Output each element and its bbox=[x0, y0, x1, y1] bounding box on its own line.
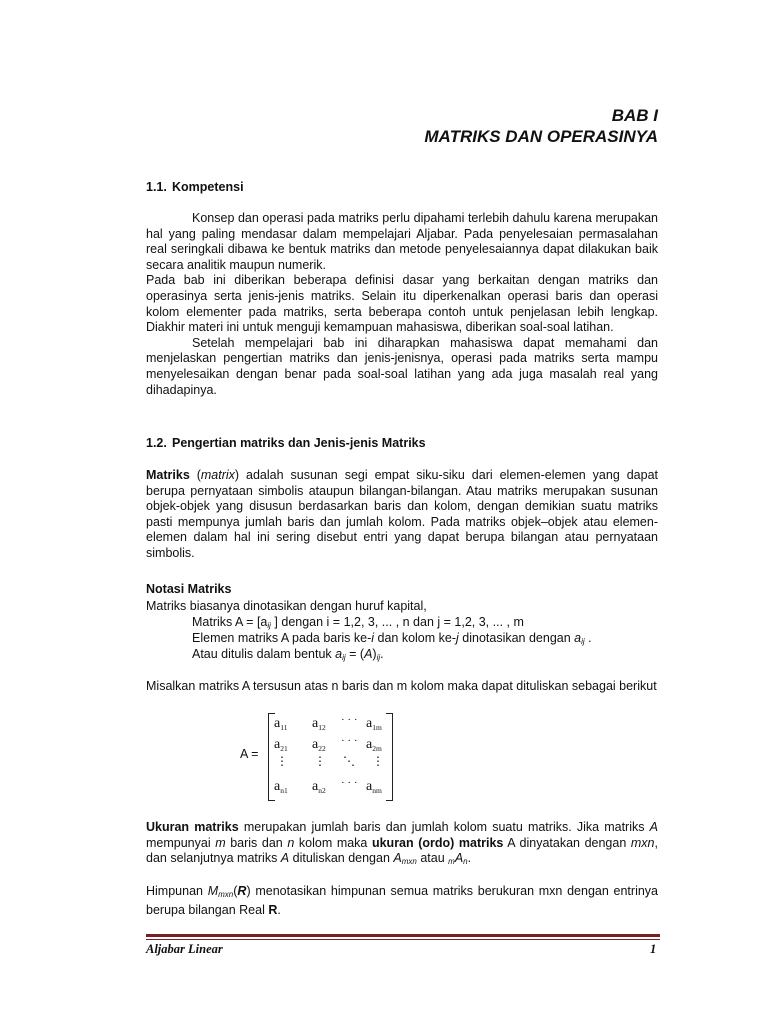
kompetensi-paragraphs bbox=[146, 211, 658, 398]
right-bracket bbox=[386, 713, 393, 801]
definition-paragraph bbox=[146, 468, 658, 562]
text: a bbox=[335, 647, 343, 661]
matrix-cell: · · · bbox=[341, 735, 358, 747]
footer-title: Aljabar Linear bbox=[146, 942, 223, 956]
matrix-cell: · · · bbox=[341, 777, 358, 789]
matrix-cell: $a_{nm}$ bbox=[366, 779, 382, 795]
matrix-vdots: ⋮ bbox=[314, 754, 326, 768]
notasi-heading: Notasi Matriks bbox=[146, 582, 232, 596]
definition-term: Matriks bbox=[146, 468, 190, 482]
matrix-label: A = bbox=[240, 747, 259, 761]
notasi-line: Matriks biasanya dinotasikan dengan huruf kapital, bbox=[146, 599, 427, 613]
paragraph: Konsep dan operasi pada matriks perlu dipahami terlebih dahulu karena merupakan hal yang paling mendasar dalam mempelajari Aljabar. Pada penyelesaian permasalahan real seringkali dibawa ke bentuk matriks dan metode penyelesaiannya dapat dilakukan baik secara analitik maupun numerik. bbox=[146, 211, 658, 272]
matrix-cell: $a_{2m}$ bbox=[366, 737, 382, 753]
text: Atau ditulis dalam bentuk bbox=[192, 647, 336, 661]
text: = ( bbox=[345, 647, 365, 661]
term: ukuran (ordo) matriks bbox=[371, 835, 504, 850]
subscript: ij bbox=[376, 653, 381, 662]
subscript: ij bbox=[581, 637, 585, 646]
footer-rule bbox=[146, 939, 660, 940]
subscript: ij bbox=[267, 621, 271, 630]
text: ) bbox=[372, 647, 377, 661]
paragraph: Pada bab ini diberikan beberapa definisi dasar yang berkaitan dengan matriks dan operasinya serta jenis-jenis matriks. Selain itu diperkenalkan operasi baris dan operasi kolom elementer pada matriks, serta beberapa contoh untuk penjelasan lebih lengkap. Diakhir materi ini untuk menguji kemampuan mahasiswa, diberikan soal-soal latihan. bbox=[146, 273, 658, 335]
matrix-vdots: ⋮ bbox=[276, 754, 288, 768]
text: . bbox=[380, 647, 384, 661]
footer-rule bbox=[146, 934, 660, 937]
text: ( bbox=[189, 468, 201, 482]
himpunan-paragraph: Himpunan $M_{mxn}(R)$ menotasikan himpunan semua matriks berukuran mxn dengan entrinya berupa bilangan Real R. bbox=[146, 884, 658, 917]
matrix-cell: $a_{n1}$ bbox=[274, 779, 288, 795]
text: dan kolom ke- bbox=[374, 631, 457, 645]
paragraph: Setelah mempelajari bab ini diharapkan mahasiswa dapat memahami dan menjelaskan pengertian matriks dan jenis-jenisnya, operasi pada matriks serta mampu menyelesaikan dengan benar pada soal-soal latihan yang ada juga masalah real yang dihadapinya. bbox=[146, 335, 658, 397]
section-number: 1.1. bbox=[146, 180, 167, 194]
section-title: Kompetensi bbox=[172, 180, 244, 194]
section-heading-1-2 bbox=[146, 436, 426, 450]
section-number: 1.2. bbox=[146, 436, 167, 450]
matrix-cell: $a_{21}$ bbox=[274, 737, 288, 753]
text: adalah susunan segi empat siku-siku dari elemen-elemen yang dapat berupa pernyataan simbolis ataupun bilangan-bilangan. Atau matriks merupakan susunan objek-objek yang disusun berdasarkan baris dan kolom, dengan demikian suatu matriks pasti mempunya jumlah baris dan jumlah kolom. Pada matriks objek–objek atau elemen-elemen dalam hal ini sering disebut entri yang dapat berupa bilangan atau pernyataan simbolis. bbox=[146, 468, 659, 560]
text: matrix bbox=[200, 468, 235, 482]
text: A bbox=[364, 647, 373, 661]
section-title: Pengertian matriks dan Jenis-jenis Matriks bbox=[172, 436, 426, 450]
text: i bbox=[371, 631, 375, 645]
chapter-number: BAB I bbox=[611, 106, 658, 125]
matrix-cell: $a_{22}$ bbox=[312, 737, 326, 753]
text: j bbox=[456, 631, 459, 645]
matrix-vdots: ⋮ bbox=[372, 754, 384, 768]
matrix-cell: $a_{11}$ bbox=[274, 716, 288, 732]
text: ] dengan i = 1,2, 3, ... , n dan j = 1,2, 3, ... , m bbox=[270, 615, 524, 629]
matrix-cell: · · · bbox=[341, 714, 358, 726]
page-number: 1 bbox=[650, 942, 657, 956]
matrix-A bbox=[240, 709, 400, 801]
misalkan-paragraph bbox=[146, 679, 658, 695]
subscript: ij bbox=[342, 653, 346, 662]
matrix-cell: $a_{1m}$ bbox=[366, 716, 382, 732]
matrix-ddots: ⋱ bbox=[343, 754, 355, 768]
text: ) bbox=[234, 468, 240, 482]
text: Matriks A = [a bbox=[192, 615, 268, 629]
chapter-title: MATRIKS DAN OPERASINYA bbox=[424, 127, 658, 146]
section-heading-1-1 bbox=[146, 180, 244, 194]
ukuran-paragraph: Ukuran matriks merupakan jumlah baris dan jumlah kolom suatu matriks. Jika matriks A mempunyai m baris dan n kolom maka ukuran (ordo) matriks A dinyatakan dengan mxn, dan selanjutnya matriks A dituliskan dengan $A_{mxn}$ atau $_mA_n$. bbox=[146, 820, 658, 867]
term: Ukuran matriks bbox=[146, 820, 239, 834]
text: dinotasikan dengan bbox=[458, 631, 575, 645]
text: . bbox=[584, 631, 592, 645]
matrix-cell: $a_{12}$ bbox=[312, 716, 326, 732]
paragraph: Misalkan matriks A tersusun atas n baris dan m kolom maka dapat dituliskan sebagai berikut bbox=[146, 679, 657, 693]
matrix-cell: $a_{n2}$ bbox=[312, 779, 326, 795]
notasi-line bbox=[192, 647, 384, 666]
text: Elemen matriks A pada baris ke- bbox=[192, 631, 372, 645]
text: a bbox=[574, 631, 582, 645]
